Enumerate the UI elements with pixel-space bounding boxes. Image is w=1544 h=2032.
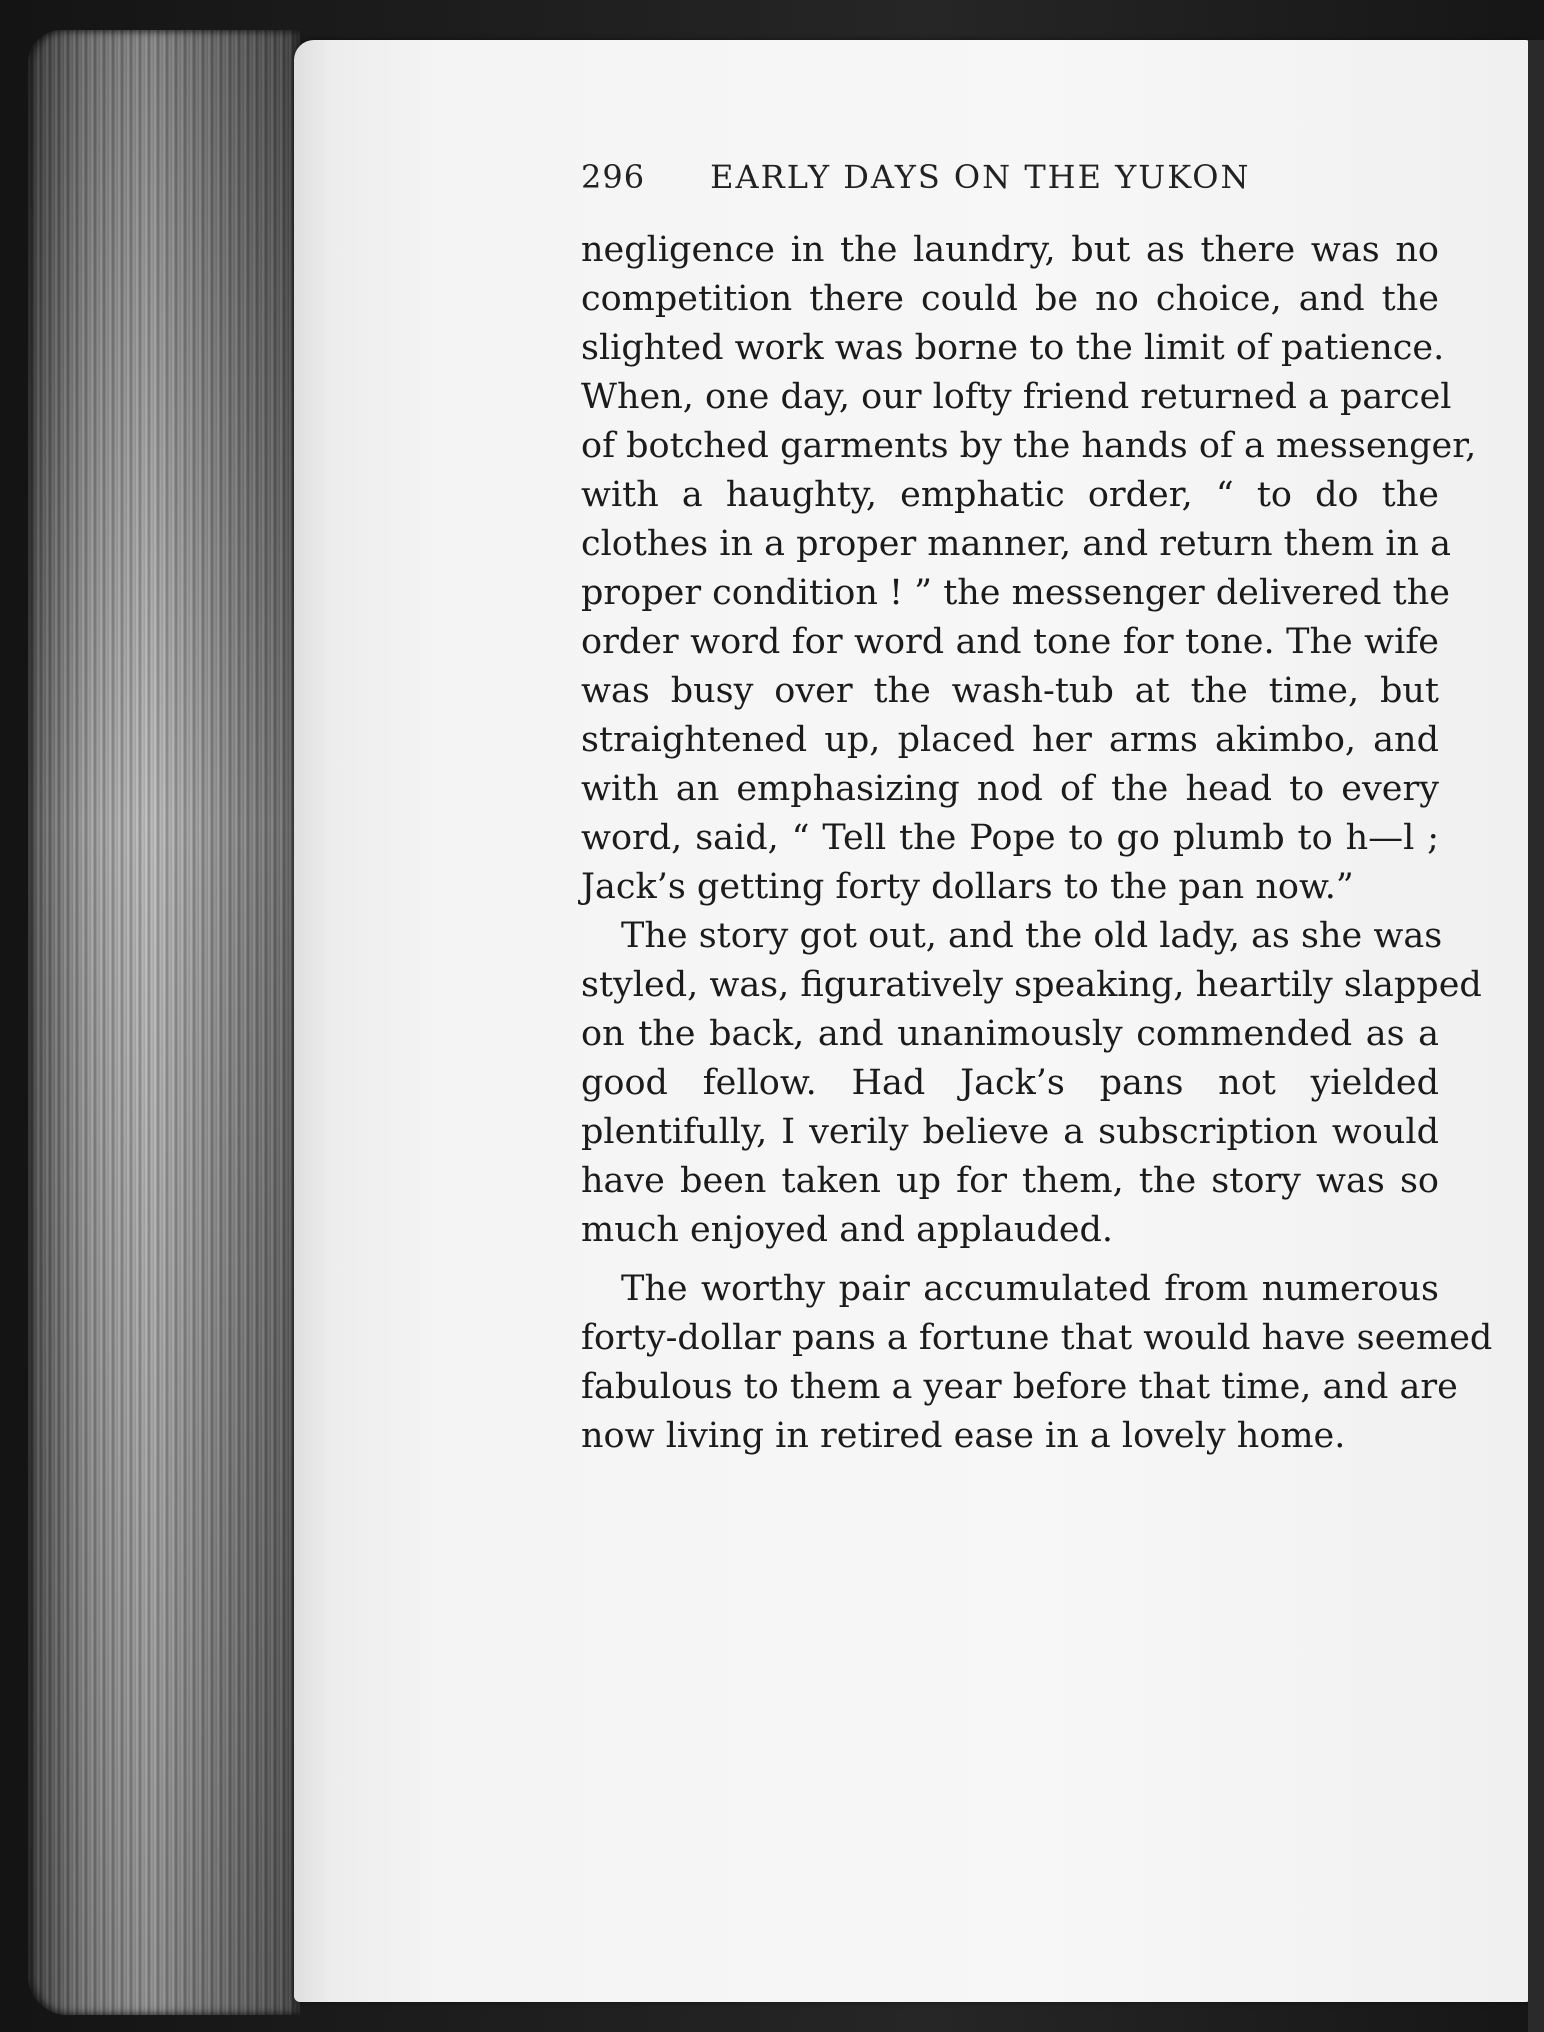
text-line: proper condition ! ” the messenger delivered the (581, 573, 1450, 613)
text-line: much enjoyed and applauded. (581, 1210, 1114, 1250)
text-line: order word for word and tone for tone. The wife (581, 622, 1439, 662)
text-line: of botched garments by the hands of a messenger, (581, 426, 1477, 466)
running-title: EARLY DAYS ON THE YUKON (710, 158, 1251, 196)
text-line: with an emphasizing nod of the head to every (581, 769, 1439, 809)
page-number: 296 (581, 158, 646, 196)
text-line: competition there could be no choice, and the (581, 279, 1439, 319)
paragraph-first-line: The worthy pair accumulated from numerous (621, 1269, 1439, 1309)
book-page-edges (28, 30, 300, 2015)
text-line: plentifully, I verily believe a subscription would (581, 1112, 1439, 1152)
text-line: with a haughty, emphatic order, “ to do the (581, 475, 1439, 515)
text-line: fabulous to them a year before that time, and are (581, 1367, 1458, 1407)
text-line: good fellow. Had Jack’s pans not yielded (581, 1063, 1439, 1103)
text-line: styled, was, figuratively speaking, heartily slapped (581, 965, 1482, 1005)
text-line: clothes in a proper manner, and return them in a (581, 524, 1452, 564)
text-line: forty-dollar pans a fortune that would have seemed (581, 1318, 1493, 1358)
text-line: slighted work was borne to the limit of patience. (581, 328, 1445, 368)
text-line: straightened up, placed her arms akimbo, and (581, 720, 1439, 760)
text-line: on the back, and unanimously commended as a (581, 1014, 1439, 1054)
text-line: When, one day, our lofty friend returned a parcel (581, 377, 1452, 417)
text-line: negligence in the laundry, but as there was no (581, 230, 1439, 270)
text-line: have been taken up for them, the story was so (581, 1161, 1439, 1201)
text-line: Jack’s getting forty dollars to the pan now.” (581, 867, 1354, 907)
paragraph-first-line: The story got out, and the old lady, as she was (621, 916, 1443, 956)
scan-border (1528, 40, 1544, 2032)
running-header (581, 158, 1301, 208)
text-line: now living in retired ease in a lovely home. (581, 1416, 1346, 1456)
text-line: word, said, “ Tell the Pope to go plumb to h—l ; (581, 818, 1439, 858)
text-line: was busy over the wash-tub at the time, but (581, 671, 1439, 711)
